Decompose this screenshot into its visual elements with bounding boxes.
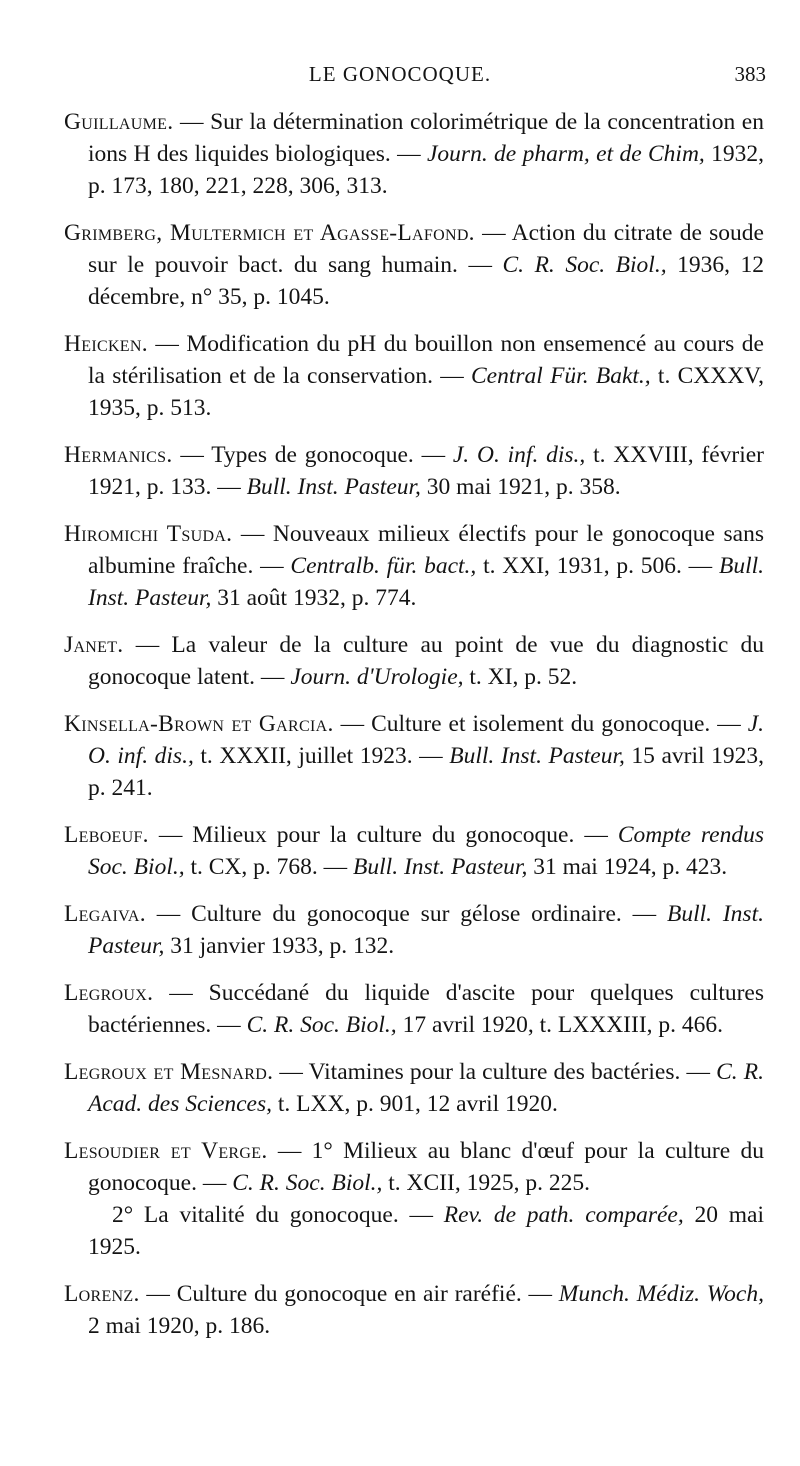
- entry-text: — Vitamines pour la culture des bactéries. —: [273, 1059, 717, 1085]
- bibliography-entry: [64, 1135, 764, 1263]
- entry-author: Lesoudier et Verge.: [64, 1138, 268, 1164]
- entry-author: Leboeuf.: [64, 822, 149, 848]
- entry-source: Journ. de pharm, et de Chim,: [427, 141, 705, 167]
- bibliography-entry: [64, 898, 764, 962]
- entry-author: Kinsella-Brown et Garcia.: [64, 711, 334, 737]
- entry-details-2: 15 avril 1923, p. 241.: [88, 743, 764, 801]
- entry-details: t. LXX, p. 901, 12 avril 1920.: [272, 1091, 558, 1117]
- entry-source: C. R. Soc. Biol.,: [246, 1012, 397, 1038]
- entry-source: Munch. Médiz. Woch,: [558, 1281, 764, 1307]
- bibliography-entry: [64, 977, 764, 1041]
- entry-details-2: 31 août 1932, p. 774.: [211, 585, 417, 611]
- entry-text: — 1° Milieux au blanc d'œuf pour la culture du gonocoque. —: [88, 1138, 764, 1196]
- entry-author: Janet.: [64, 632, 124, 658]
- entry-source: J. O. inf. dis.,: [88, 711, 764, 769]
- page-number: 383: [734, 62, 766, 86]
- entry-text: — Sur la détermination colorimétrique de la concentration en ions H des liquides biologiques. —: [88, 109, 764, 167]
- entry-source: C. R. Soc. Biol.,: [502, 252, 667, 278]
- bibliography-entry: [64, 439, 764, 503]
- entry-source: C. R. Soc. Biol.,: [232, 1170, 383, 1196]
- entry-text: — Milieux pour la culture du gonocoque. —: [148, 822, 618, 848]
- entry-source: J. O. inf. dis.,: [452, 442, 586, 468]
- entry-author: Grimberg, Multermich et Agasse-Lafond.: [64, 220, 475, 246]
- entry-details: t. CX, p. 768. —: [184, 854, 354, 880]
- bibliography-entry: [64, 1278, 764, 1342]
- entry-author: Legroux.: [64, 980, 154, 1006]
- entry-source: Journ. d'Urologie,: [290, 664, 464, 690]
- entry-text: — La valeur de la culture au point de vue du diagnostic du gonocoque latent. —: [88, 632, 764, 690]
- page-header: [0, 62, 800, 92]
- bibliography-entry: [64, 328, 764, 424]
- continuation-source: Rev. de path. comparée,: [443, 1202, 684, 1228]
- entry-details: 31 janvier 1933, p. 132.: [164, 933, 395, 959]
- entry-details: 1932, p. 173, 180, 221, 228, 306, 313.: [88, 141, 765, 199]
- bibliography-entry: [64, 106, 764, 202]
- entry-continuation: [88, 1199, 764, 1263]
- entry-source: Compte rendus Soc. Biol.,: [88, 822, 764, 880]
- entry-details: t. XCII, 1925, p. 225.: [382, 1170, 590, 1196]
- entry-source: Centralb. für. bact.,: [290, 553, 477, 579]
- entry-details: t. XXXII, juillet 1923. —: [193, 743, 450, 769]
- entry-details: t. XI, p. 52.: [463, 664, 578, 690]
- bibliography-entry: [64, 217, 764, 313]
- entry-source: Central Für. Bakt.,: [471, 363, 651, 389]
- entry-source: C. R. Acad. des Sciences,: [88, 1059, 764, 1117]
- entry-text: — Succédané du liquide d'ascite pour quelques cultures bactériennes. —: [88, 980, 764, 1038]
- entry-text: — Action du citrate de soude sur le pouvoir bact. du sang humain. —: [88, 220, 764, 278]
- entry-author: Hermanics.: [64, 442, 173, 468]
- entry-source-2: Bull. Inst. Pasteur,: [353, 854, 528, 880]
- entry-details: t. CXXXV, 1935, p. 513.: [88, 363, 765, 421]
- entry-details: t. XXI, 1931, p. 506. —: [476, 553, 719, 579]
- entry-source-2: Bull. Inst. Pasteur,: [449, 743, 625, 769]
- entry-text: — Modification du pH du bouillon non ensemencé au cours de la stérilisation et de la conservation. —: [88, 331, 764, 389]
- bibliography-entry: [64, 819, 764, 883]
- bibliography-entry: [64, 629, 764, 693]
- entry-author: Hiromichi Tsuda.: [64, 521, 233, 547]
- bibliography-list: [64, 106, 764, 1357]
- entry-author: Legroux et Mesnard.: [64, 1059, 274, 1085]
- entry-details: 1936, 12 décembre, n° 35, p. 1045.: [88, 252, 765, 310]
- entry-details: 17 avril 1920, t. LXXXIII, p. 466.: [396, 1012, 724, 1038]
- entry-text: — Nouveaux milieux électifs pour le gonocoque sans albumine fraîche. —: [88, 521, 764, 579]
- bibliography-entry: [64, 518, 764, 614]
- continuation-details: 20 mai 1925.: [88, 1202, 764, 1260]
- entry-text: — Culture du gonocoque en air raréfié. —: [139, 1281, 559, 1307]
- entry-author: Legaiva.: [64, 901, 146, 927]
- entry-source-2: Bull. Inst. Pasteur,: [246, 474, 421, 500]
- entry-author: Lorenz.: [64, 1281, 140, 1307]
- entry-details: t. XXVIII, février 1921, p. 133. —: [88, 442, 764, 500]
- entry-details-2: 31 mai 1924, p. 423.: [527, 854, 728, 880]
- entry-text: — Culture du gonocoque sur gélose ordinaire. —: [145, 901, 667, 927]
- entry-author: Heicken.: [64, 331, 148, 357]
- entry-source-2: Bull. Inst. Pasteur,: [88, 553, 765, 611]
- entry-details-2: 30 mai 1921, p. 358.: [420, 474, 621, 500]
- running-head: LE GONOCOQUE.: [308, 62, 492, 86]
- entry-author: Guillaume.: [64, 109, 174, 135]
- entry-text: — Types de gonocoque. —: [172, 442, 453, 468]
- bibliography-entry: [64, 708, 764, 804]
- continuation-text: 2° La vitalité du gonocoque. —: [112, 1202, 444, 1228]
- bibliography-entry: [64, 1056, 764, 1120]
- entry-text: — Culture et isolement du gonocoque. —: [333, 711, 748, 737]
- entry-details: 2 mai 1920, p. 186.: [88, 1313, 271, 1339]
- entry-source: Bull. Inst. Pasteur,: [88, 901, 764, 959]
